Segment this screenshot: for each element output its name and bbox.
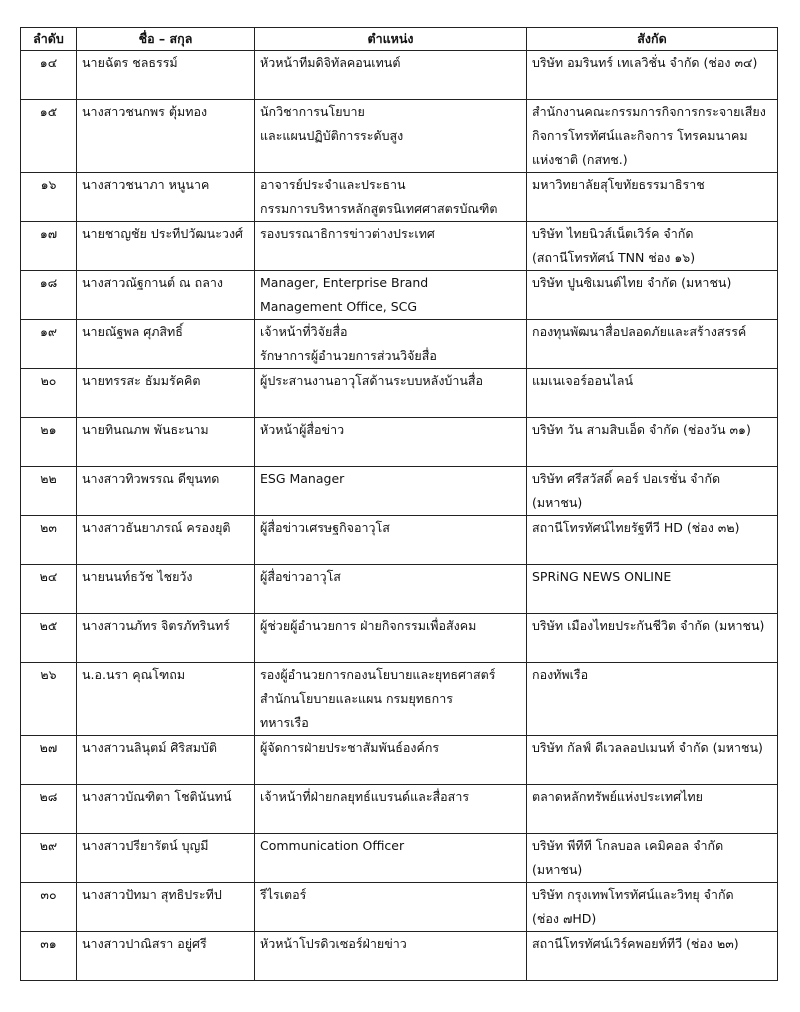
position-line: ผู้สื่อข่าวเศรษฐกิจอาวุโส bbox=[260, 520, 390, 535]
cell-affiliation bbox=[527, 614, 778, 663]
affiliation-line: SPRiNG NEWS ONLINE bbox=[532, 569, 672, 584]
affiliation-line: บริษัท ไทยนิวส์เน็ตเวิร์ค จำกัด bbox=[532, 226, 694, 241]
cell-position bbox=[255, 369, 527, 418]
cell-name: นายนนท์ธวัช ไชยวัง bbox=[77, 565, 255, 614]
affiliation-line: กิจการโทรทัศน์และกิจการ โทรคมนาคม bbox=[532, 128, 748, 143]
position-line: Communication Officer bbox=[260, 838, 405, 853]
table-row bbox=[21, 785, 778, 834]
cell-name: นางสาวนภัทร จิตรภัทรินทร์ bbox=[77, 614, 255, 663]
cell-affiliation bbox=[527, 565, 778, 614]
table-row bbox=[21, 614, 778, 663]
position-line: รีไรเตอร์ bbox=[260, 887, 307, 902]
cell-position bbox=[255, 51, 527, 100]
position-line: ผู้จัดการฝ่ายประชาสัมพันธ์องค์กร bbox=[260, 740, 440, 755]
cell-affiliation bbox=[527, 173, 778, 222]
cell-name: นางสาวชนาภา หนูนาค bbox=[77, 173, 255, 222]
cell-position bbox=[255, 834, 527, 883]
cell-order: ๒๙ bbox=[21, 834, 77, 883]
cell-position bbox=[255, 785, 527, 834]
cell-position bbox=[255, 467, 527, 516]
cell-name: นางสาวทิวพรรณ ดีขุนทด bbox=[77, 467, 255, 516]
cell-name: นางสาวนลินุตม์ ศิริสมบัติ bbox=[77, 736, 255, 785]
cell-name: นางสาวชนกพร ตุ้มทอง bbox=[77, 100, 255, 173]
cell-position bbox=[255, 883, 527, 932]
cell-position bbox=[255, 565, 527, 614]
affiliation-line: แห่งชาติ (กสทช.) bbox=[532, 152, 628, 167]
affiliation-line: ตลาดหลักทรัพย์แห่งประเทศไทย bbox=[532, 789, 703, 804]
affiliation-line: บริษัท กรุงเทพโทรทัศน์และวิทยุ จำกัด bbox=[532, 887, 734, 902]
cell-name: นางสาวณัฐกานต์ ณ ถลาง bbox=[77, 271, 255, 320]
table-row bbox=[21, 222, 778, 271]
affiliation-line: (สถานีโทรทัศน์ TNN ช่อง ๑๖) bbox=[532, 250, 696, 265]
affiliation-line: มหาวิทยาลัยสุโขทัยธรรมาธิราช bbox=[532, 177, 705, 192]
affiliation-line: สถานีโทรทัศน์เวิร์คพอยท์ทีวี (ช่อง ๒๓) bbox=[532, 936, 739, 951]
table-row bbox=[21, 418, 778, 467]
cell-affiliation bbox=[527, 271, 778, 320]
table-row bbox=[21, 834, 778, 883]
cell-position bbox=[255, 932, 527, 981]
position-line: กรรมการบริหารหลักสูตรนิเทศศาสตรบัณฑิต bbox=[260, 201, 498, 216]
table-header-row bbox=[21, 28, 778, 51]
cell-position bbox=[255, 614, 527, 663]
table-row bbox=[21, 320, 778, 369]
cell-name: นายทินณภพ พันธะนาม bbox=[77, 418, 255, 467]
position-line: รักษาการผู้อำนวยการส่วนวิจัยสื่อ bbox=[260, 348, 437, 363]
table-row bbox=[21, 565, 778, 614]
affiliation-line: บริษัท วัน สามสิบเอ็ด จำกัด (ช่องวัน ๓๑) bbox=[532, 422, 751, 437]
affiliation-line: บริษัท อมรินทร์ เทเลวิชั่น จำกัด (ช่อง ๓๔) bbox=[532, 55, 758, 70]
affiliation-line: บริษัท กัลฟ์ ดีเวลลอปเมนท์ จำกัด (มหาชน) bbox=[532, 740, 763, 755]
cell-affiliation bbox=[527, 222, 778, 271]
table-row bbox=[21, 932, 778, 981]
cell-order: ๒๗ bbox=[21, 736, 77, 785]
cell-order: ๒๐ bbox=[21, 369, 77, 418]
cell-position bbox=[255, 663, 527, 736]
cell-order: ๑๔ bbox=[21, 51, 77, 100]
position-line: เจ้าหน้าที่ฝ่ายกลยุทธ์แบรนด์และสื่อสาร bbox=[260, 789, 470, 804]
cell-order: ๒๕ bbox=[21, 614, 77, 663]
cell-name: นายทรรสะ ธัมมรัคคิต bbox=[77, 369, 255, 418]
cell-order: ๒๘ bbox=[21, 785, 77, 834]
affiliation-line: (ช่อง ๗HD) bbox=[532, 911, 597, 926]
table-row bbox=[21, 51, 778, 100]
position-line: Management Office, SCG bbox=[260, 299, 418, 314]
personnel-table bbox=[20, 27, 778, 981]
cell-name: นางสาวปาณิสรา อยู่ศรี bbox=[77, 932, 255, 981]
position-line: Manager, Enterprise Brand bbox=[260, 275, 429, 290]
cell-order: ๒๖ bbox=[21, 663, 77, 736]
table-row bbox=[21, 369, 778, 418]
cell-affiliation bbox=[527, 320, 778, 369]
affiliation-line: บริษัท ปูนซิเมนต์ไทย จำกัด (มหาชน) bbox=[532, 275, 732, 290]
cell-position bbox=[255, 173, 527, 222]
position-line: ผู้ประสานงานอาวุโสด้านระบบหลังบ้านสื่อ bbox=[260, 373, 484, 388]
cell-name: นายณัฐพล ศุภสิทธิ์ bbox=[77, 320, 255, 369]
cell-order: ๑๙ bbox=[21, 320, 77, 369]
table-row bbox=[21, 516, 778, 565]
header-order: ลำดับ bbox=[21, 28, 77, 51]
cell-order: ๒๓ bbox=[21, 516, 77, 565]
cell-affiliation bbox=[527, 100, 778, 173]
cell-order: ๑๗ bbox=[21, 222, 77, 271]
cell-position bbox=[255, 736, 527, 785]
cell-order: ๒๔ bbox=[21, 565, 77, 614]
position-line: อาจารย์ประจำและประธาน bbox=[260, 177, 406, 192]
table-row bbox=[21, 883, 778, 932]
cell-affiliation bbox=[527, 51, 778, 100]
cell-affiliation bbox=[527, 883, 778, 932]
cell-affiliation bbox=[527, 736, 778, 785]
cell-name: น.อ.นรา คุณโฑถม bbox=[77, 663, 255, 736]
affiliation-line: สำนักงานคณะกรรมการกิจการกระจายเสียง bbox=[532, 104, 766, 119]
position-line: หัวหน้าโปรดิวเซอร์ฝ่ายข่าว bbox=[260, 936, 407, 951]
affiliation-line: บริษัท พีทีที โกลบอล เคมิคอล จำกัด bbox=[532, 838, 724, 853]
cell-position bbox=[255, 516, 527, 565]
cell-affiliation bbox=[527, 516, 778, 565]
position-line: ESG Manager bbox=[260, 471, 345, 486]
table-row bbox=[21, 100, 778, 173]
position-line: รองบรรณาธิการข่าวต่างประเทศ bbox=[260, 226, 435, 241]
position-line: หัวหน้าผู้สื่อข่าว bbox=[260, 422, 345, 437]
cell-position bbox=[255, 271, 527, 320]
cell-name: นางสาวธันยาภรณ์ ครองยุติ bbox=[77, 516, 255, 565]
affiliation-line: บริษัท ศรีสวัสดิ์ คอร์ ปอเรชั่น จำกัด bbox=[532, 471, 721, 486]
cell-order: ๓๐ bbox=[21, 883, 77, 932]
cell-position bbox=[255, 320, 527, 369]
cell-affiliation bbox=[527, 785, 778, 834]
affiliation-line: สถานีโทรทัศน์ไทยรัฐทีวี HD (ช่อง ๓๒) bbox=[532, 520, 740, 535]
affiliation-line: (มหาชน) bbox=[532, 495, 583, 510]
cell-order: ๒๒ bbox=[21, 467, 77, 516]
cell-affiliation bbox=[527, 663, 778, 736]
cell-order: ๑๕ bbox=[21, 100, 77, 173]
cell-name: นางสาวบัณฑิตา โชตินันทน์ bbox=[77, 785, 255, 834]
affiliation-line: กองทุนพัฒนาสื่อปลอดภัยและสร้างสรรค์ bbox=[532, 324, 747, 339]
table-row bbox=[21, 173, 778, 222]
position-line: และแผนปฏิบัติการระดับสูง bbox=[260, 128, 404, 143]
cell-name: นายชาญชัย ประทีปวัฒนะวงศ์ bbox=[77, 222, 255, 271]
affiliation-line: กองทัพเรือ bbox=[532, 667, 589, 682]
position-line: ผู้ช่วยผู้อำนวยการ ฝ่ายกิจกรรมเพื่อสังคม bbox=[260, 618, 477, 633]
cell-order: ๒๑ bbox=[21, 418, 77, 467]
affiliation-line: บริษัท เมืองไทยประกันชีวิต จำกัด (มหาชน) bbox=[532, 618, 765, 633]
affiliation-line: แมเนเจอร์ออนไลน์ bbox=[532, 373, 633, 388]
cell-affiliation bbox=[527, 932, 778, 981]
cell-affiliation bbox=[527, 467, 778, 516]
cell-order: ๓๑ bbox=[21, 932, 77, 981]
position-line: สำนักนโยบายและแผน กรมยุทธการ bbox=[260, 691, 453, 706]
cell-order: ๑๖ bbox=[21, 173, 77, 222]
position-line: เจ้าหน้าที่วิจัยสื่อ bbox=[260, 324, 348, 339]
header-affiliation: สังกัด bbox=[527, 28, 778, 51]
cell-name: นางสาวปรียารัตน์ บุญมี bbox=[77, 834, 255, 883]
affiliation-line: (มหาชน) bbox=[532, 862, 583, 877]
cell-affiliation bbox=[527, 834, 778, 883]
position-line: นักวิชาการนโยบาย bbox=[260, 104, 365, 119]
cell-position bbox=[255, 418, 527, 467]
cell-order: ๑๘ bbox=[21, 271, 77, 320]
table-row bbox=[21, 736, 778, 785]
header-name: ชื่อ – สกุล bbox=[77, 28, 255, 51]
position-line: ทหารเรือ bbox=[260, 715, 309, 730]
cell-name: นางสาวปัทมา สุทธิประทีป bbox=[77, 883, 255, 932]
position-line: หัวหน้าทีมดิจิทัลคอนเทนต์ bbox=[260, 55, 401, 70]
table-row bbox=[21, 663, 778, 736]
cell-name: นายฉัตร ชลธรรม์ bbox=[77, 51, 255, 100]
table-row bbox=[21, 271, 778, 320]
position-line: รองผู้อำนวยการกองนโยบายและยุทธศาสตร์ bbox=[260, 667, 496, 682]
table-row bbox=[21, 467, 778, 516]
position-line: ผู้สื่อข่าวอาวุโส bbox=[260, 569, 341, 584]
cell-position bbox=[255, 222, 527, 271]
cell-position bbox=[255, 100, 527, 173]
cell-affiliation bbox=[527, 418, 778, 467]
header-position: ตำแหน่ง bbox=[255, 28, 527, 51]
cell-affiliation bbox=[527, 369, 778, 418]
